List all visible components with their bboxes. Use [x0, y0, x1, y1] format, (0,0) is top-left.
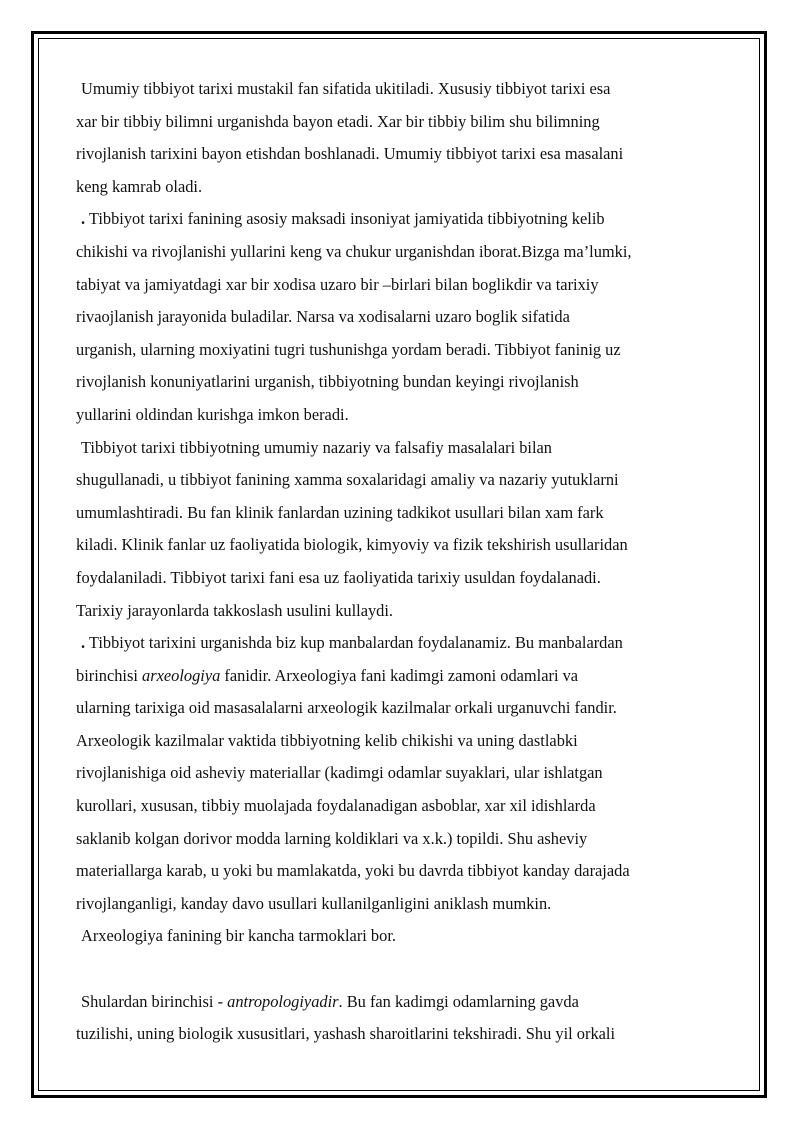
- text-line: Arxeologiya fanining bir kancha tarmoklari bor.: [81, 926, 396, 946]
- text-line: materiallarga karab, u yoki bu mamlakatda, yoki bu davrda tibbiyot kanday darajada: [76, 861, 630, 881]
- text-line: yullarini oldindan kurishga imkon beradi.: [76, 404, 349, 424]
- italic-term: arxeologiya: [142, 665, 221, 685]
- text-line: foydalaniladi. Tibbiyot tarixi fani esa uz faoliyatida tarixiy usuldan foydalanadi.: [76, 567, 601, 587]
- text-segment: Tibbiyot tarixini urganishda biz kup manbalardan foydalanamiz. Bu manbalardan: [85, 633, 623, 653]
- text-line: chikishi va rivojlanishi yullarini keng va chukur urganishdan iborat.Bizga ma’lumki,: [76, 241, 632, 261]
- text-line: rivojlanishiga oid asheviy materiallar (kadimgi odamlar suyaklari, ular ishlatgan: [76, 763, 603, 783]
- text-line: Tarixiy jarayonlarda takkoslash usulini kullaydi.: [76, 600, 394, 620]
- text-line: [76, 986, 726, 1019]
- paragraph-dot: .: [81, 209, 86, 229]
- text-line: Tibbiyot tarixi tibbiyotning umumiy nazariy va falsafiy masalalari bilan: [81, 437, 552, 457]
- text-segment: fanidir. Arxeologiya fani kadimgi zamoni odamlari va: [220, 665, 579, 685]
- document-body: [76, 73, 726, 1051]
- text-line: [76, 203, 726, 236]
- text-line: kiladi. Klinik fanlar uz faoliyatida biologik, kimyoviy va fizik tekshirish usullaridan: [76, 535, 628, 555]
- italic-term: antropologiyadir: [227, 991, 339, 1011]
- text-line: Arxeologik kazilmalar vaktida tibbiyotning kelib chikishi va uning dastlabki: [76, 730, 578, 750]
- text-line: tabiyat va jamiyatdagi xar bir xodisa uzaro bir –birlari bilan boglikdir va tarixiy: [76, 274, 599, 294]
- text-segment: Shulardan birinchisi -: [81, 991, 228, 1011]
- text-line: kurollari, xususan, tibbiy muolajada foydalanadigan asboblar, xar xil idishlarda: [76, 796, 596, 816]
- text-segment: birinchisi: [76, 665, 143, 685]
- text-line: xar bir tibbiy bilimni urganishda bayon etadi. Xar bir tibbiy bilim shu bilimning: [76, 111, 600, 131]
- text-line: [76, 660, 726, 693]
- text-line: rivaojlanish jarayonida buladilar. Narsa va xodisalarni uzaro boglik sifatida: [76, 307, 570, 327]
- text-line: umumlashtiradi. Bu fan klinik fanlardan uzining tadkikot usullari bilan xam fark: [76, 502, 604, 522]
- text-line: Umumiy tibbiyot tarixi mustakil fan sifatida ukitiladi. Xususiy tibbiyot tarixi esa: [81, 79, 611, 98]
- text-line: rivojlanganligi, kanday davo usullari kullanilganligini aniklash mumkin.: [76, 893, 552, 913]
- text-line: ularning tarixiga oid masasalalarni arxeologik kazilmalar orkali urganuvchi fandir.: [76, 698, 617, 718]
- text-line: [76, 627, 726, 660]
- text-line: urganish, ularning moxiyatini tugri tushunishga yordam beradi. Tibbiyot faninig uz: [76, 339, 621, 359]
- text-line: tuzilishi, uning biologik xususitlari, yashash sharoitlarini tekshiradi. Shu yil orkali: [76, 1024, 616, 1044]
- text-line: rivojlanish konuniyatlarini urganish, tibbiyotning bundan keyingi rivojlanish: [76, 372, 579, 392]
- text-line: saklanib kolgan dorivor modda larning koldiklari va x.k.) topildi. Shu asheviy: [76, 828, 588, 848]
- paragraph-dot: .: [81, 633, 86, 653]
- text-line: rivojlanish tarixini bayon etishdan boshlanadi. Umumiy tibbiyot tarixi esa masalani: [76, 144, 624, 164]
- text-line: keng kamrab oladi.: [76, 176, 203, 196]
- text-line: shugullanadi, u tibbiyot fanining xamma soxalaridagi amaliy va nazariy yutuklarni: [76, 470, 619, 490]
- blank-line: [76, 953, 726, 986]
- text-segment: Tibbiyot tarixi fanining asosiy maksadi insoniyat jamiyatida tibbiyotning kelib: [85, 209, 605, 229]
- text-segment: . Bu fan kadimgi odamlarning gavda: [338, 991, 579, 1011]
